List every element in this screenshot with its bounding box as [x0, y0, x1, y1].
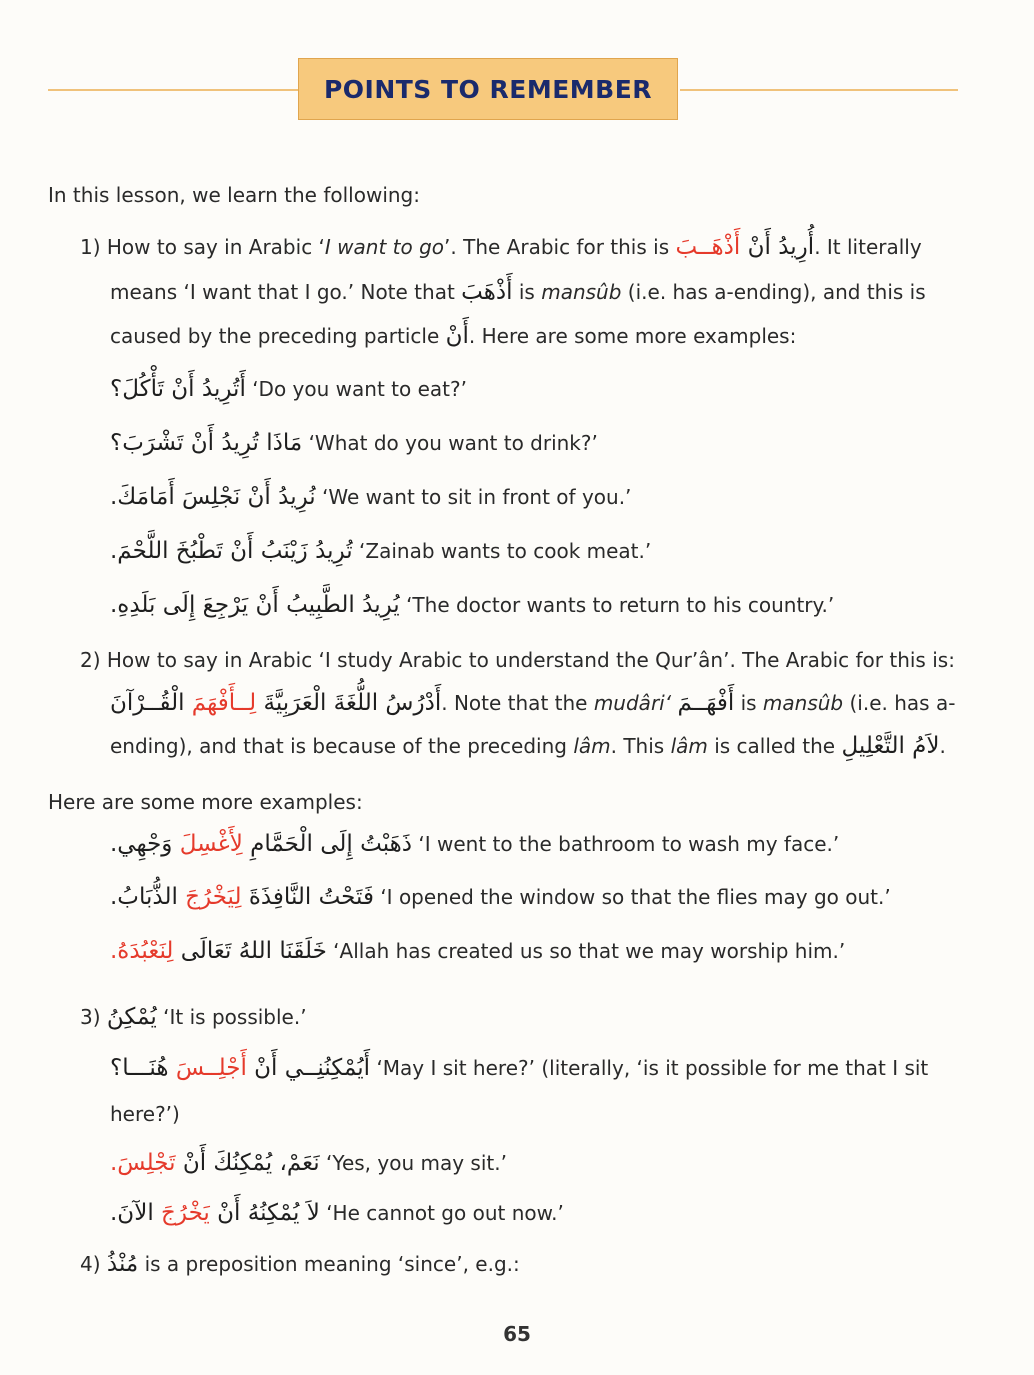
example-line [110, 1053, 928, 1083]
arabic-highlight: تَجْلِسَ. [110, 1150, 176, 1176]
translation: ‘He cannot go out now.’ [326, 1201, 564, 1225]
example-line [110, 1148, 507, 1178]
arabic-text: يُمْكِنُ [106, 1004, 157, 1030]
text-italic: mudâri‘ [593, 691, 672, 715]
arabic-text: وَجْهِي. [110, 831, 173, 857]
example-line [110, 829, 839, 859]
arabic-text: أَنْ [445, 323, 469, 349]
text-italic: I want to go [324, 235, 445, 259]
text: is [740, 691, 757, 715]
example-line [110, 936, 845, 966]
arabic-text: لاَ يُمْكِنُهُ أَنْ [217, 1200, 320, 1226]
arabic-phrase [110, 1055, 370, 1081]
point-number: 4) [80, 1252, 101, 1276]
translation-continued: here?’) [110, 1102, 180, 1126]
more-examples-heading: Here are some more examples: [48, 790, 363, 814]
text-italic: mansûb [762, 691, 844, 715]
point2-line3 [110, 731, 946, 761]
arabic-text: نُرِيدُ أَنْ نَجْلِسَ أَمَامَكَ. [110, 484, 316, 510]
text: is called the [714, 734, 836, 758]
arabic-phrase [110, 1200, 320, 1226]
arabic-text: خَلَقَنَا اللهُ تَعَالَى [180, 938, 327, 964]
arabic-phrase [110, 831, 412, 857]
arabic-text: ذَهَبْتُ إِلَى الْحَمَّامِ [250, 831, 413, 857]
arabic-highlight: أَجْلِــسَ [175, 1055, 247, 1081]
arabic-highlight: لِــأَفْهَمَ [191, 690, 257, 716]
point-number: 2) [80, 648, 101, 672]
translation: ‘I opened the window so that the flies may go out.’ [380, 885, 891, 909]
arabic-highlight: لِيَخْرُجَ [185, 884, 242, 910]
arabic-phrase [675, 234, 814, 260]
text: ending), and that is because of the preceding [110, 734, 567, 758]
arabic-phrase [110, 938, 327, 964]
arabic-text: أَتُرِيدُ أَنْ تَأْكُلَ؟ [110, 376, 246, 402]
translation: ‘What do you want to drink?’ [308, 431, 598, 455]
example-line [110, 882, 891, 912]
arabic-text: يُرِيدُ الطَّبِيبُ أَنْ يَرْجِعَ إِلَى بَلَدِهِ. [110, 592, 400, 618]
point2-line2 [110, 688, 955, 718]
point3-line1 [80, 1002, 307, 1032]
arabic-highlight: لِأَغْسِلَ [179, 831, 243, 857]
arabic-highlight: يَخْرُجَ [161, 1200, 210, 1226]
translation: ‘Allah has created us so that we may worship him.’ [333, 939, 846, 963]
text: How to say in Arabic ‘ [106, 235, 325, 259]
arabic-text: فَتَحْتُ النَّافِذَةَ [248, 884, 374, 910]
arabic-phrase [110, 1150, 320, 1176]
point1-line1 [80, 232, 922, 262]
translation: ‘I went to the bathroom to wash my face.’ [418, 832, 840, 856]
point1-line3 [110, 321, 796, 351]
arabic-text: الآنَ. [110, 1200, 154, 1226]
translation: ‘The doctor wants to return to his country.’ [406, 593, 835, 617]
text: . [939, 734, 946, 758]
text-italic: lâm [670, 734, 708, 758]
arabic-phrase [110, 690, 441, 716]
example-line [110, 428, 598, 458]
example-line [110, 482, 631, 512]
point2-line1 [80, 645, 955, 675]
text: . It literally [814, 235, 922, 259]
point1-line2 [110, 277, 926, 307]
page-number: 65 [503, 1322, 531, 1346]
translation: ‘Zainab wants to cook meat.’ [359, 539, 652, 563]
translation: ‘It is possible.’ [163, 1005, 307, 1029]
translation: ‘May I sit here?’ (literally, ‘is it possible for me that I sit [376, 1056, 929, 1080]
arabic-text: مُنْذُ [106, 1251, 139, 1277]
example-line [110, 374, 467, 404]
text-italic: lâm [573, 734, 611, 758]
point-number: 3) [80, 1005, 101, 1029]
arabic-text: تُرِيدُ زَيْنَبُ أَنْ تَطْبُخَ اللَّحْمَ. [110, 538, 353, 564]
text: is a preposition meaning ‘since’, e.g.: [144, 1252, 520, 1276]
arabic-text: أَيُمْكِنُنِــي أَنْ [254, 1055, 371, 1081]
intro-text: In this lesson, we learn the following: [48, 183, 420, 207]
translation: ‘Yes, you may sit.’ [326, 1151, 507, 1175]
text-italic: mansûb [541, 280, 622, 304]
text: ’. The Arabic for this is [444, 235, 670, 259]
arabic-text: أَذْهَبَ [461, 279, 513, 305]
page-title: POINTS TO REMEMBER [323, 74, 653, 104]
example-line [110, 536, 651, 566]
arabic-text: الذُّبَابُ. [110, 884, 178, 910]
header-rule-left [48, 89, 300, 91]
arabic-text: أَفْهَــمَ [677, 690, 735, 716]
arabic-text: لاَمُ التَّعْلِيلِ [841, 733, 940, 759]
translation: ‘Do you want to eat?’ [252, 377, 467, 401]
text: (i.e. has a-ending), and this is [627, 280, 926, 304]
translation: ‘We want to sit in front of you.’ [322, 485, 632, 509]
header-rule-right [680, 89, 958, 91]
arabic-text: مَاذَا تُرِيدُ أَنْ تَشْرَبَ؟ [110, 430, 303, 456]
text: (i.e. has a- [849, 691, 956, 715]
text: . Here are some more examples: [468, 324, 797, 348]
arabic-highlight: أَذْهَــبَ [675, 234, 741, 260]
text: How to say in Arabic ‘I study Arabic to understand the Qur’ân’. The Arabic for this is: [106, 648, 955, 672]
point4-line1 [80, 1249, 520, 1279]
point-number: 1) [80, 235, 101, 259]
arabic-text: هُنَـــا؟ [110, 1055, 169, 1081]
text: . Note that the [441, 691, 588, 715]
arabic-text: نَعَمْ، يُمْكِنُكَ أَنْ [182, 1150, 320, 1176]
arabic-highlight: لِنَعْبُدَهُ. [110, 938, 174, 964]
text: is [518, 280, 535, 304]
arabic-text: الْقُــرْآنَ [110, 690, 185, 716]
text: . This [610, 734, 665, 758]
arabic-text: أَدْرُسُ اللُّغَةَ الْعَرَبِيَّةَ [263, 690, 442, 716]
header-banner [298, 58, 678, 120]
text: means ‘I want that I go.’ Note that [110, 280, 455, 304]
example-line [110, 1198, 564, 1228]
arabic-text: أُرِيدُ أَنْ [747, 234, 815, 260]
text: caused by the preceding particle [110, 324, 440, 348]
arabic-phrase [110, 884, 374, 910]
example-line [110, 590, 834, 620]
